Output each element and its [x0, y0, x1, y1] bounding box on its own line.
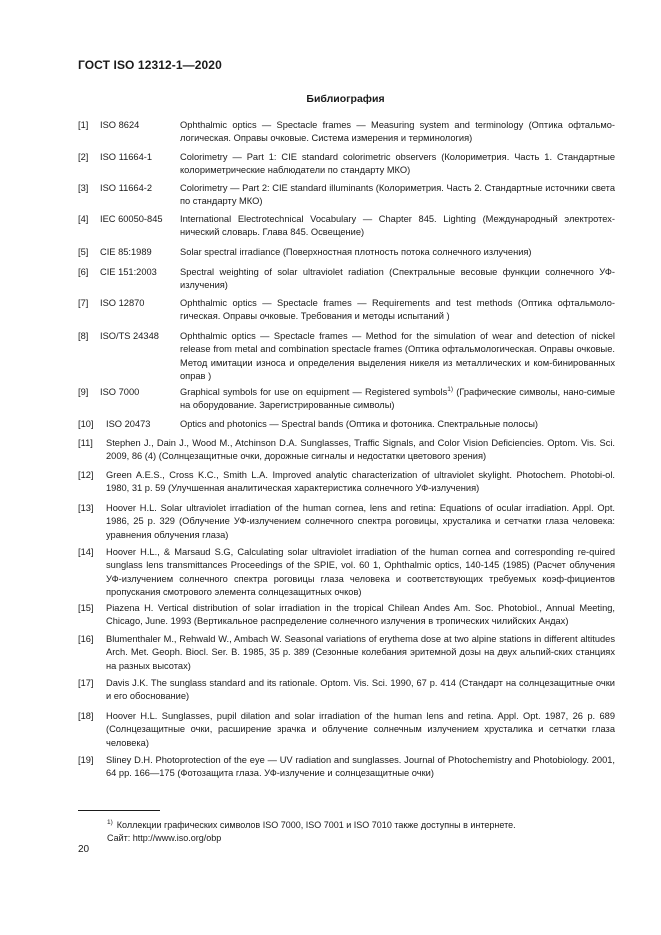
reference-number: [12]	[78, 470, 94, 480]
reference-code: ISO 12870	[100, 298, 145, 308]
reference-text: Davis J.K. The sunglass standard and its rationale. Optom. Vis. Sci. 1990, 67 p. 414 (Стандарт на солнцезащитные очки и его обоснование)	[106, 678, 615, 702]
reference-number: [11]	[78, 438, 93, 448]
reference-text: Stephen J., Dain J., Wood M., Atchinson D.A. Sunglasses, Traffic Signals, and Color Vision Deficiencies. Optom. Vis. Sci. 2009, 86 (4) (Солнцезащитные очки, дорожные сигналы и недостатки цветового зрения)	[106, 438, 615, 462]
reference-number: [5]	[78, 247, 89, 257]
reference-text: Piazena H. Vertical distribution of solar irradiation in the tropical Chilean Andes Am. Soc. Photobiol., Annual Meeting, Chicago, June. 1993 (Вертикальное распределение солнечного излучения в тропических чилийских Андах)	[106, 603, 615, 627]
reference-number: [18]	[78, 711, 94, 721]
reference-number: [6]	[78, 267, 89, 277]
reference-code: ISO 11664-2	[100, 183, 153, 193]
reference-number: [2]	[78, 152, 89, 162]
reference-code: CIE 151:2003	[100, 267, 157, 277]
reference-number: [1]	[78, 120, 89, 130]
reference-number: [14]	[78, 547, 94, 557]
footnote-line	[107, 816, 587, 832]
page-title: Библиография	[306, 93, 385, 105]
footnote	[107, 816, 587, 845]
footnote-site: Сайт: http://www.iso.org/obp	[107, 833, 222, 843]
reference-text	[180, 386, 615, 413]
reference-text: Ophthalmic optics — Spectacle frames — Measuring system and terminology (Оптика офтальмо-логическая. Оправы очковые. Система измерения и терминология)	[180, 120, 615, 144]
reference-text: Optics and photonics — Spectral bands (Оптика и фотоника. Спектральные полосы)	[180, 419, 539, 429]
reference-text: Colorimetry — Part 2: CIE standard illuminants (Колориметрия. Часть 2. Стандартные источники света по стандарту МКО)	[180, 183, 615, 207]
reference-text: Green A.E.S., Cross K.C., Smith L.A. Improved analytic characterization of ultraviolet skylight. Photochem. Photobi-ol. 1980, 31 p. 59 (Улучшенная аналитическая характеристика солнечного УФ-излучения)	[106, 470, 615, 494]
reference-code: ISO 8624	[100, 120, 140, 130]
reference-number: [4]	[78, 214, 89, 224]
reference-text: Ophthalmic optics — Spectacle frames — Requirements and test methods (Оптика офтальмоло-гическая. Оправы очковые. Требования и методы испытаний )	[180, 298, 615, 322]
reference-code: ISO 11664-1	[100, 152, 153, 162]
reference-code: CIE 85:1989	[100, 247, 152, 257]
reference-code: ISO 20473	[106, 419, 151, 429]
page-number: 20	[78, 844, 90, 855]
reference-text: Hoover H.L. Sunglasses, pupil dilation and solar irradiation of the human lens and retina. Appl. Opt. 1987, 26 p. 689 (Солнцезащитные очки, расширение зрачка и облучение солнечным излучением хрусталика и сетчатки глаза человека)	[106, 711, 615, 748]
footnote-text: Коллекции графических символов ISO 7000, ISO 7001 и ISO 7010 также доступны в интернете.	[116, 820, 516, 830]
reference-text: International Electrotechnical Vocabulary — Chapter 845. Lighting (Международный электротех-нический словарь. Глава 845. Освещение)	[180, 214, 615, 238]
reference-text-main: Graphical symbols for use on equipment — Registered symbols	[180, 387, 448, 397]
reference-code: ISO/TS 24348	[100, 331, 159, 341]
reference-number: [17]	[78, 678, 94, 688]
reference-text: Spectral weighting of solar ultraviolet radiation (Спектральные весовые функции солнечного УФ-излучения)	[180, 267, 615, 291]
reference-number: [15]	[78, 603, 94, 613]
reference-text: Solar spectral irradiance (Поверхностная плотность потока солнечного излучения)	[180, 247, 532, 257]
reference-number: [9]	[78, 387, 89, 397]
footnote-line	[107, 832, 587, 845]
reference-number: [16]	[78, 634, 94, 644]
reference-code: ISO 7000	[100, 387, 140, 397]
reference-number: [10]	[78, 419, 94, 429]
reference-text: Blumenthaler M., Rehwald W., Ambach W. Seasonal variations of erythema dose at two alpine stations in different altitudes Arch. Met. Geoph. Biocl. Ser. B. 1985, 35 p. 389 (Сезонные колебания эритемной дозы на двух альпий-ских станциях на разных высотах)	[106, 634, 615, 671]
footnote-mark: 1)	[107, 819, 113, 826]
reference-text: Colorimetry — Part 1: CIE standard colorimetric observers (Колориметрия. Часть 1. Стандартные колориметрические наблюдатели по стандарту МКО)	[180, 152, 615, 176]
reference-text-translation: (Графические символы, нано-симые на оборудование. Зарегистрированные символы)	[180, 387, 616, 411]
reference-text: Hoover H.L., & Marsaud S.G, Calculating solar ultraviolet irradiation of the human cornea and corresponding re-quired sunglass lens transmittances Proceedings of the SPIE, vol. 60 1, Ophthalmic optics, 140-145 (1985) (Расчет облучения УФ-излучением солнечного спектра роговицы глаза человека и соответствующих требуемых коэф-фициентов пропускания смотрового элемента солнцезащитных очков)	[106, 547, 615, 598]
reference-text: Hoover H.L. Solar ultraviolet irradiation of the human cornea, lens and retina: Equations of ocular irradiation. Appl. Opt. 1986, 25 p. 329 (Облучение УФ-излучением солнечного спектра роговицы, хрусталика и сетчатки глаза человека: уравнения облучения глаза)	[106, 503, 615, 540]
footnote-divider	[78, 810, 160, 811]
reference-number: [19]	[78, 755, 94, 765]
footnote-reference-mark: 1)	[447, 386, 454, 393]
reference-number: [13]	[78, 503, 94, 513]
reference-code: IEC 60050-845	[100, 214, 163, 224]
standard-header: ГОСТ ISO 12312-1—2020	[78, 58, 222, 72]
reference-number: [7]	[78, 298, 89, 308]
reference-number: [3]	[78, 183, 89, 193]
reference-text: Sliney D.H. Photoprotection of the eye — UV radiation and sunglasses. Journal of Photochemistry and Photobiology. 2001, 64 pp. 166—175 (Фотозащита глаза. УФ-излучение и солнцезащитные очки)	[106, 755, 615, 779]
reference-number: [8]	[78, 331, 89, 341]
reference-text: Ophthalmic optics — Spectacle frames — Method for the simulation of wear and detection of nickel release from metal and combination spectacle frames (Оптика офтальмологическая. Оправы очковые. Метод имитации износа и определения выделения никеля из металлических и ком-бинированных оправ )	[180, 331, 615, 382]
